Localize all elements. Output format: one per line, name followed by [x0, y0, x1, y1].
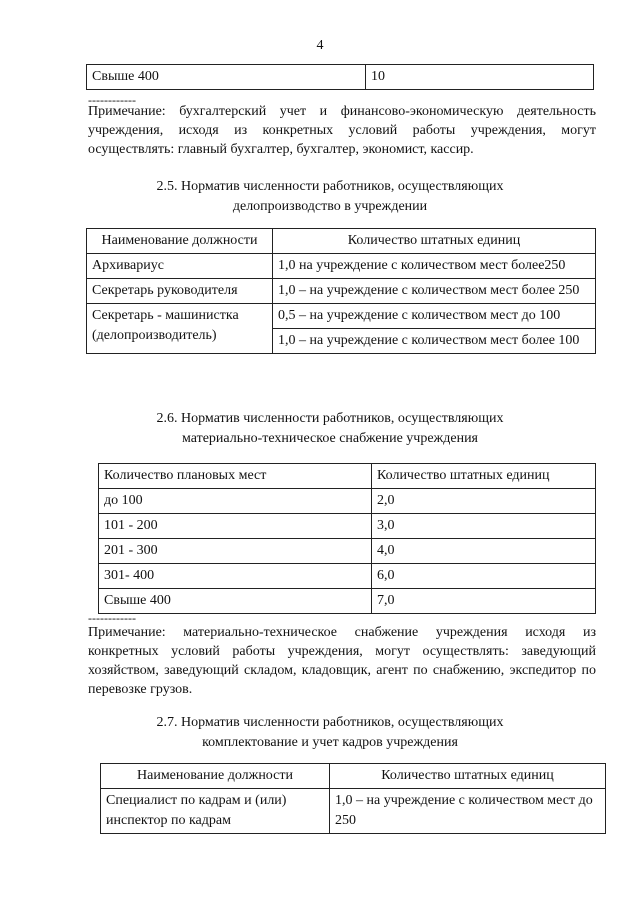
- staffing-table-supply: [98, 463, 596, 614]
- value-cell: 2,0: [372, 489, 596, 514]
- column-header: Количество плановых мест: [99, 464, 372, 489]
- position-cell: Специалист по кадрам и (или) инспектор по кадрам: [101, 789, 330, 834]
- note-paragraph: Примечание: материально-техническое снабжение учреждения исходя из конкретных условий работы учреждения, могут осуществлять: заведующий хозяйством, заведующий складом, кладовщик, агент по снабжению, экспедитор по перевозке грузов.: [88, 625, 596, 697]
- table-cell: 10: [366, 65, 594, 90]
- value-cell: 1,0 – на учреждение с количеством мест более 250: [273, 279, 596, 304]
- places-cell: Свыше 400: [99, 589, 372, 614]
- table-header-row: [101, 764, 606, 789]
- table-row: [99, 489, 596, 514]
- heading-line: 2.7. Норматив численности работников, осуществляющих: [156, 715, 504, 730]
- heading-line: 2.6. Норматив численности работников, осуществляющих: [156, 411, 504, 426]
- value-cell: 7,0: [372, 589, 596, 614]
- heading-line: комплектование и учет кадров учреждения: [202, 735, 458, 750]
- value-cell: 1,0 – на учреждение с количеством мест более 100: [273, 329, 596, 354]
- column-header: Наименование должности: [101, 764, 330, 789]
- note-separator: ------------: [88, 93, 136, 107]
- table-row: [99, 589, 596, 614]
- section-heading: [60, 177, 600, 217]
- value-cell: 1,0 – на учреждение с количеством мест до 250: [330, 789, 606, 834]
- value-cell: 1,0 на учреждение с количеством мест более250: [273, 254, 596, 279]
- places-cell: 101 - 200: [99, 514, 372, 539]
- table-row: [99, 514, 596, 539]
- table-row: [87, 279, 596, 304]
- places-cell: до 100: [99, 489, 372, 514]
- heading-line: материально-техническое снабжение учреждения: [181, 431, 478, 446]
- places-cell: 201 - 300: [99, 539, 372, 564]
- top-table: [86, 64, 594, 90]
- position-cell: Архивариус: [87, 254, 273, 279]
- section-heading: [60, 713, 600, 753]
- table-row: [87, 304, 596, 329]
- section-heading: [60, 409, 600, 449]
- table-cell: Свыше 400: [87, 65, 366, 90]
- position-cell: Секретарь - машинистка (делопроизводитель): [87, 304, 273, 354]
- staffing-table-hr: [100, 763, 606, 834]
- position-cell: Секретарь руководителя: [87, 279, 273, 304]
- staffing-table-records: [86, 228, 596, 354]
- heading-line: делопроизводство в учреждении: [232, 199, 428, 214]
- table-row: [87, 65, 594, 90]
- table-row: [87, 254, 596, 279]
- table-row: [101, 789, 606, 834]
- value-cell: 4,0: [372, 539, 596, 564]
- column-header: Наименование должности: [87, 229, 273, 254]
- note-paragraph: Примечание: бухгалтерский учет и финансово-экономическую деятельность учреждения, исходя из конкретных условий работы учреждения, могут осуществлять: главный бухгалтер, бухгалтер, экономист, кассир.: [88, 104, 596, 157]
- page-number: 4: [316, 38, 324, 53]
- value-cell: 3,0: [372, 514, 596, 539]
- value-cell: 0,5 – на учреждение с количеством мест до 100: [273, 304, 596, 329]
- column-header: Количество штатных единиц: [330, 764, 606, 789]
- column-header: Количество штатных единиц: [372, 464, 596, 489]
- column-header: Количество штатных единиц: [273, 229, 596, 254]
- table-header-row: [99, 464, 596, 489]
- table-header-row: [87, 229, 596, 254]
- places-cell: 301- 400: [99, 564, 372, 589]
- value-cell: 6,0: [372, 564, 596, 589]
- heading-line: 2.5. Норматив численности работников, осуществляющих: [156, 179, 504, 194]
- table-row: [99, 564, 596, 589]
- table-row: [99, 539, 596, 564]
- note-separator: ------------: [88, 611, 136, 625]
